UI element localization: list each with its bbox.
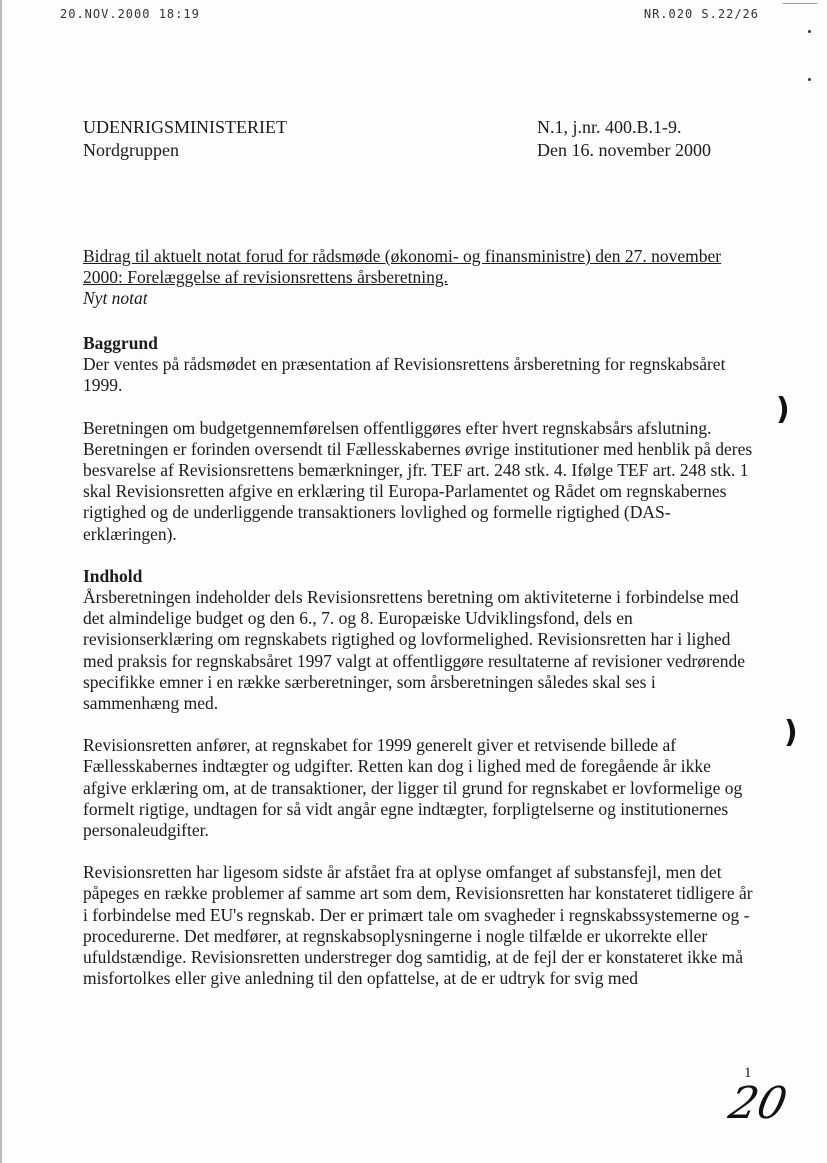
paragraph: Revisionsretten har ligesom sidste år afstået fra at oplyse omfanget af substansfejl, men det påpeges en række problemer af samme art som dem, Revisionsretten har konstateret tidligere år i forbindelse med EU's regnskab. Der er primært tale om svagheder i regnskabssystemerne og -procedurerne. Det medfører, at regnskabsoplysningerne i nogle tilfælde er ukorrekte eller ufuldstændige. Revisionsretten understreger dog samtidig, at de fejl der er konstateret ikke må misfortolkes eller give anledning til den opfattelse, at de er udtryk for svig med <box>83 862 753 989</box>
punch-hole-mark: ) <box>784 715 798 750</box>
scan-rule <box>783 3 817 4</box>
fax-header-page: NR.020 S.22/26 <box>643 7 759 21</box>
scan-edge <box>0 0 2 1163</box>
fax-header-timestamp: 20.NOV.2000 18:19 <box>60 7 200 21</box>
paragraph: Revisionsretten anfører, at regnskabet for 1999 generelt giver et retvisende billede af Fællesskabernes indtægter og udgifter. Retten kan dog i lighed med de foregående år ikke afgive erklæring om, at de transaktioner, der ligger til grund for regnskabet er lovformelige og formelt rigtige, undtagen for så vidt angår egne indtægter, forpligtelserne og institutionernes personaleudgifter. <box>83 735 743 841</box>
journal-number: N.1, j.nr. 400.B.1-9. <box>537 117 682 137</box>
page-number: 1 <box>744 1065 752 1081</box>
paragraph: Der ventes på rådsmødet en præsentation af Revisionsrettens årsberetning for regnskabsåret 1999. <box>83 354 726 396</box>
scan-speck <box>808 78 811 81</box>
subject-subtitle: Nyt notat <box>83 288 148 308</box>
letterhead <box>83 116 287 162</box>
section-heading-content: Indhold <box>83 565 143 586</box>
subject-block <box>83 246 743 309</box>
document-body <box>83 333 753 1010</box>
ministry-name: UDENRIGSMINISTERIET <box>83 117 287 137</box>
handwritten-page-number: 20 <box>724 1078 792 1129</box>
scan-speck <box>808 30 811 33</box>
section-heading-background: Baggrund <box>83 333 158 353</box>
subject-title: Bidrag til aktuelt notat forud for rådsmøde (økonomi- og finansministre) den 27. november 2000: Forelæggelse af revisionsrettens årsberetning. <box>83 246 722 287</box>
document-date: Den 16. november 2000 <box>537 140 711 160</box>
paragraph: Årsberetningen indeholder dels Revisionsrettens beretning om aktiviteterne i forbindelse med det almindelige budget og den 6., 7. og 8. Europæiske Udviklingsfond, dels en revisionserklæring om regnskabets rigtighed og lovformelighed. Revisionsretten har i lighed med praksis for regnskabsåret 1997 valgt at offentliggøre resultaterne af revisioner vedrørende specifikke emner i en række særberetninger, som årsberetningen således skal ses i sammenhæng med. <box>83 587 746 714</box>
department-name: Nordgruppen <box>83 140 179 160</box>
punch-hole-mark: ) <box>776 392 790 427</box>
paragraph: Beretningen om budgetgennemførelsen offentliggøres efter hvert regnskabsårs afslutning. Beretningen er forinden oversendt til Fællesskabernes øvrige institutioner med henblik på deres besvarelse af Revisionsrettens bemærkninger, jfr. TEF art. 248 stk. 4. Ifølge TEF art. 248 stk. 1 skal Revisionsretten afgive en erklæring til Europa-Parlamentet og Rådet om regnskabernes rigtighed og de underliggende transaktioners lovlighed og formelle rigtighed (DAS-erklæringen). <box>83 417 753 544</box>
reference-block <box>537 116 711 162</box>
